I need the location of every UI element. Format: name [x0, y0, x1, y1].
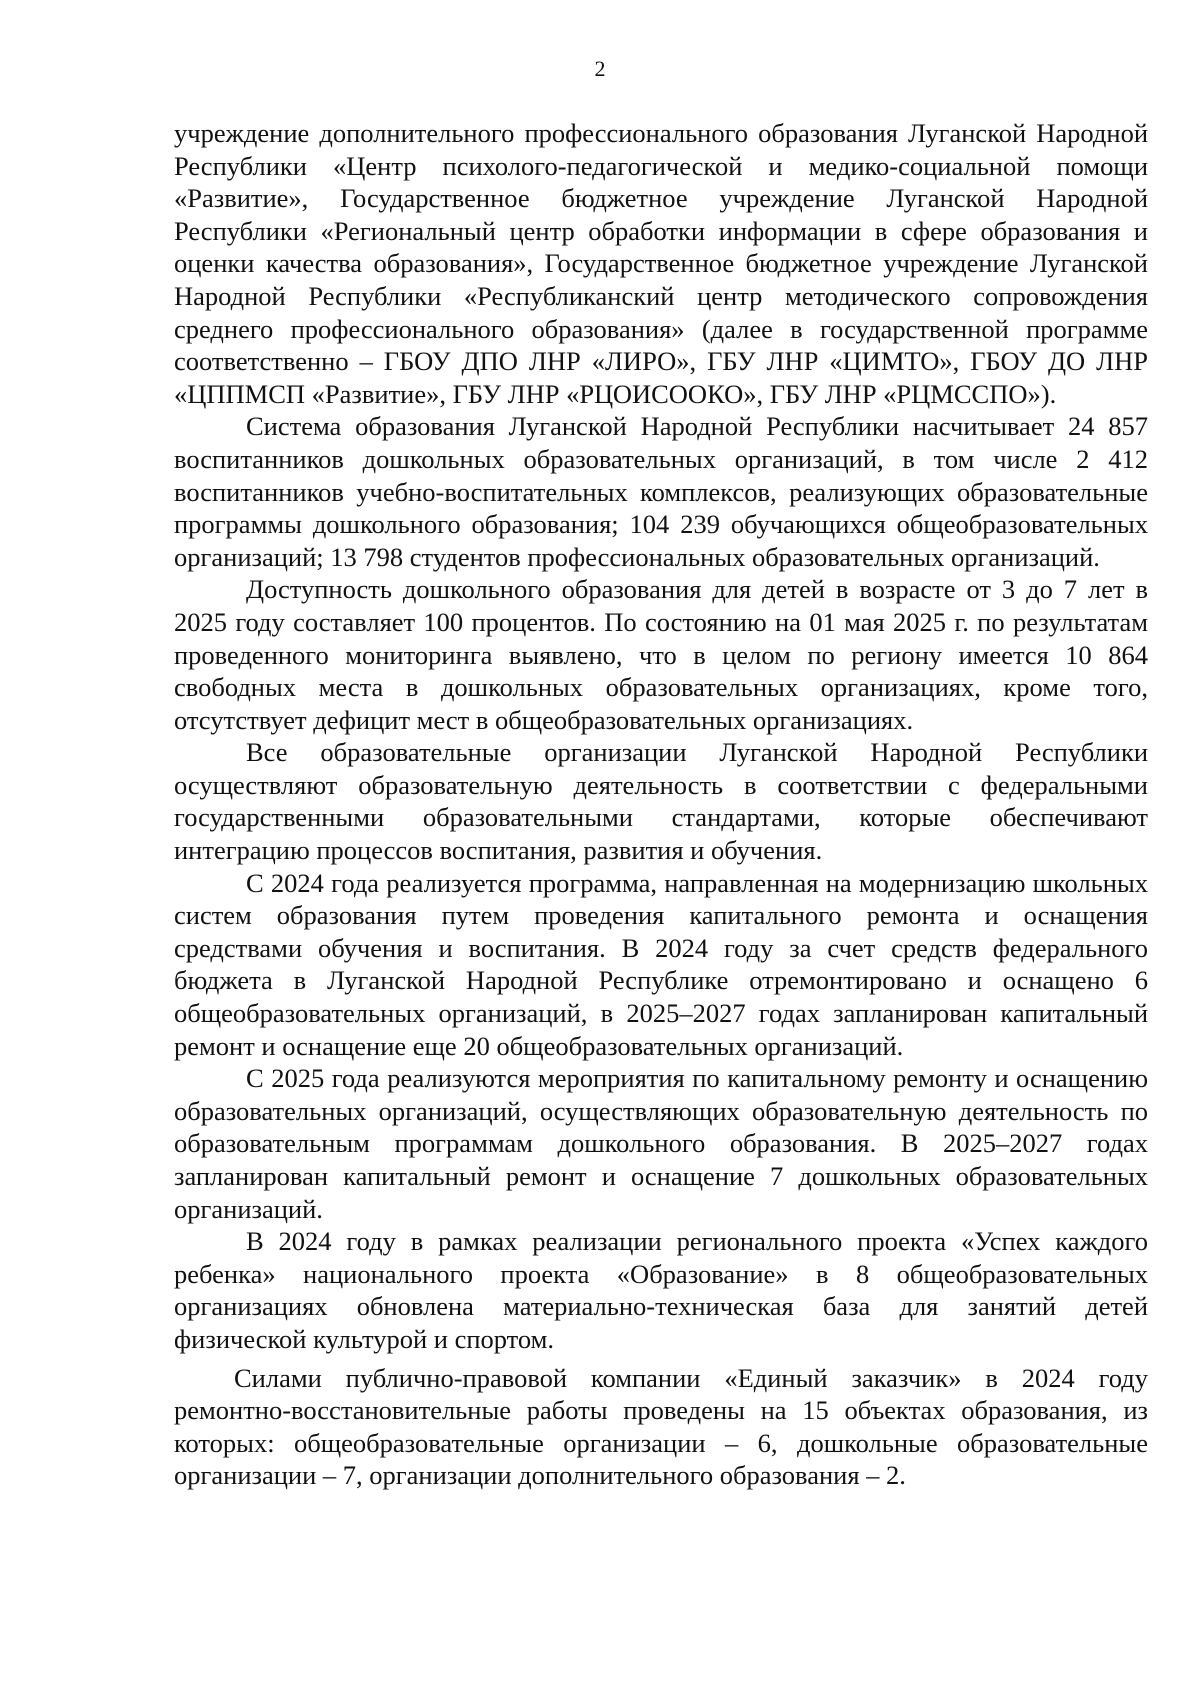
paragraph-single-customer: Силами публично-правовой компании «Единый заказчик» в 2024 году ремонтно-восстановительные работы проведены на 15 объектах образования, из которых: общеобразовательные организации – 6, дошкольные образовательные организации – 7, организации дополнительного образования – 2.: [174, 1362, 1148, 1491]
paragraph-education-system: Система образования Луганской Народной Республики насчитывает 24 857 воспитанников дошкольных образовательных организаций, в том числе 2 412 воспитанников учебно-воспитательных комплексов, реализующих образовательные программы дошкольного образования; 104 239 обучающихся общеобразовательных организаций; 13 798 студентов профессиональных образовательных организаций.: [174, 411, 1148, 572]
paragraph-school-modernization: С 2024 года реализуется программа, направленная на модернизацию школьных систем образования путем проведения капитального ремонта и оснащения средствами обучения и воспитания. В 2024 году за счет средств федерального бюджета в Луганской Народной Республике отремонтировано и оснащено 6 общеобразовательных организаций, в 2025–2027 годах запланирован капитальный ремонт и оснащение еще 20 общеобразовательных организаций.: [174, 867, 1148, 1061]
page-number: 2: [594, 56, 606, 81]
paragraph-institutions: учреждение дополнительного профессионального образования Луганской Народной Республики «Центр психолого-педагогической и медико-социальной помощи «Развитие», Государственное бюджетное учреждение Луганской Народной Республики «Региональный центр обработки информации в сфере образования и оценки качества образования», Государственное бюджетное учреждение Луганской Народной Республики «Республиканский центр методического сопровождения среднего профессионального образования» (далее в государственной программе соответственно – ГБОУ ДПО ЛНР «ЛИРО», ГБУ ЛНР «ЦИМТО», ГБОУ ДО ЛНР «ЦППМСП «Развитие», ГБУ ЛНР «РЦОИСООКО», ГБУ ЛНР «РЦМССПО»).: [174, 118, 1148, 409]
document-body: [174, 117, 1148, 1492]
paragraph-preschool-repair: С 2025 года реализуются мероприятия по капитальному ремонту и оснащению образовательных организаций, осуществляющих образовательную деятельность по образовательным программам дошкольного образования. В 2025–2027 годах запланирован капитальный ремонт и оснащение 7 дошкольных образовательных организаций.: [174, 1063, 1148, 1224]
paragraph-preschool-availability: Доступность дошкольного образования для детей в возрасте от 3 до 7 лет в 2025 году составляет 100 процентов. По состоянию на 01 мая 2025 г. по результатам проведенного мониторинга выявлено, что в целом по региону имеется 10 864 свободных места в дошкольных образовательных организациях, кроме того, отсутствует дефицит мест в общеобразовательных организациях.: [174, 574, 1148, 735]
paragraph-standards: Все образовательные организации Луганской Народной Республики осуществляют образовательную деятельность в соответствии с федеральными государственными образовательными стандартами, которые обеспечивают интеграцию процессов воспитания, развития и обучения.: [174, 737, 1148, 866]
paragraph-sports-project: В 2024 году в рамках реализации регионального проекта «Успех каждого ребенка» национального проекта «Образование» в 8 общеобразовательных организациях обновлена материально-техническая база для занятий детей физической культурой и спортом.: [174, 1226, 1148, 1354]
